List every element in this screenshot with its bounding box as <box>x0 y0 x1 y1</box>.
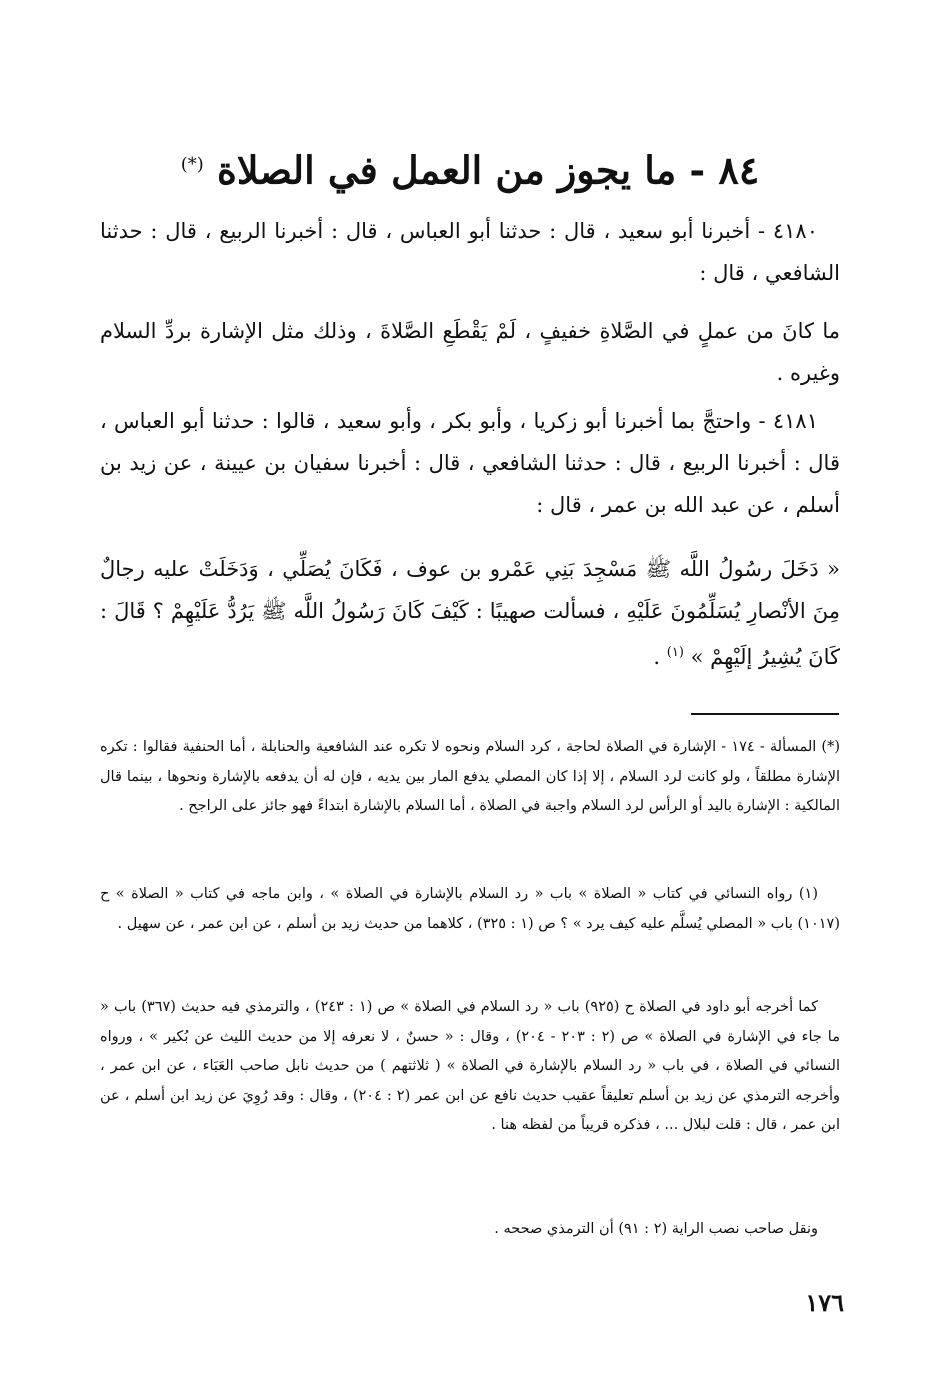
paragraph-text: « دَخَلَ رسُولُ اللَّه ﷺ مَسْجِدَ بَنِي عَمْرو بن عوف ، فَكَانَ يُصَلِّي ، وَدَخَلَتْ عليه رجالٌ مِنَ الأنْصارِ يُسَلِّمُونَ عَلَيْهِ ، فسألت صهيبًا : كَيْفَ كَانَ رَسُولُ اللَّه ﷺ يَرُدُّ عَلَيْهِمْ ؟ قَالَ : كَانَ يُشِيرُ إلَيْهِمْ » <box>100 557 840 669</box>
paragraph-text: ٤١٨٠ - أخبرنا أبو سعيد ، قال : حدثنا أبو العباس ، قال : أخبرنا الربيع ، قال : حدثنا الشافعي ، قال : <box>100 219 840 285</box>
footnote-text: كما أخرجه أبو داود في الصلاة ح (٩٢٥) باب « رد السلام في الصلاة » ص (١ : ٢٤٣) ، والترمذي فيه حديث (٣٦٧) باب « ما جاء في الإشارة في الصلاة » ص (٢ : ٢٠٣ - ٢٠٤) ، وقال : « حسنٌ ، لا نعرفه إلا من حديث الليث عن بُكير » ، ورواه النسائي في الصلاة ، في باب « رد السلام بالإشارة في الصلاة » ( ثلاثتهم ) من حديث نابل صاحب العَبَاء ، عن ابن عمر ، وأخرجه الترمذي عن زيد بن أسلم تعليقاً عقيب حديث نافع عن ابن عمر (٢ : ٢٠٤) ، وقال : وقد رُوِيَ عن زيد ابن أسلم ، عن ابن عمر ، قال : قلت لبلال ... ، فذكره قريباً من لفظه هنا . <box>100 999 840 1133</box>
paragraph-text: ما كانَ من عملٍ في الصَّلاةِ خفيفٍ ، لَمْ يَقْطَعِ الصَّلاةَ ، وذلك مثل الإشارة بردِّ السلام وغيره . <box>100 319 840 385</box>
footnote-text: (*) المسألة - ١٧٤ - الإشارة في الصلاة لحاجة ، كرد السلام ونحوه لا تكره عند الشافعية والحنابلة ، أما الحنفية فقالوا : تكره الإشارة مطلقاً ، ولو كانت لرد السلام ، إلا إذا كان المصلي يدفع المار بين يديه ، فإن له أن يدفعه بالإشارة ونحوها ، بينما قال المالكية : الإشارة باليد أو الرأس لرد السلام واجبة في الصلاة ، أما السلام بالإشارة ابتداءً فهو جائز على الراجح . <box>100 739 840 814</box>
footnote-separator <box>691 713 839 715</box>
footnote-1 <box>100 880 840 939</box>
chapter-title <box>100 140 840 196</box>
hadith-paragraph-4181 <box>100 400 840 526</box>
shafii-quote-paragraph <box>100 310 840 394</box>
hadith-text-paragraph <box>100 548 840 678</box>
page-number: ١٧٦ <box>805 1288 844 1317</box>
chapter-title-text: ٨٤ - ما يجوز من العمل في الصلاة <box>217 147 760 193</box>
footnote-text: ونقل صاحب نصب الراية (٢ : ٩١) أن الترمذي صححه . <box>494 1221 818 1237</box>
footnote-1-continued <box>100 993 840 1141</box>
footnote-text: (١) رواه النسائي في كتاب « الصلاة » باب « رد السلام بالإشارة في الصلاة » ، وابن ماجه في كتاب « الصلاة » ح (١٠١٧) باب « المصلي يُسلَّم عليه كيف يرد » ؟ ص (١ : ٣٢٥) ، كلاهما من حديث زيد بن أسلم ، عن ابن عمر ، عن سهيل . <box>100 886 840 932</box>
paragraph-end: . <box>653 645 667 669</box>
paragraph-text: ٤١٨١ - واحتجَّ بما أخبرنا أبو زكريا ، وأبو بكر ، وأبو سعيد ، قالوا : حدثنا أبو العباس ، قال : أخبرنا الربيع ، قال : حدثنا الشافعي ، قال : أخبرنا سفيان بن عيينة ، عن زيد بن أسلم ، عن عبد الله بن عمر ، قال : <box>100 409 840 517</box>
hadith-paragraph-4180 <box>100 210 840 294</box>
footnote-1-final <box>100 1215 840 1245</box>
title-footnote-marker: (*) <box>180 154 204 175</box>
footnote-ref-1: (١) <box>666 645 684 660</box>
footnote-star <box>100 733 840 822</box>
